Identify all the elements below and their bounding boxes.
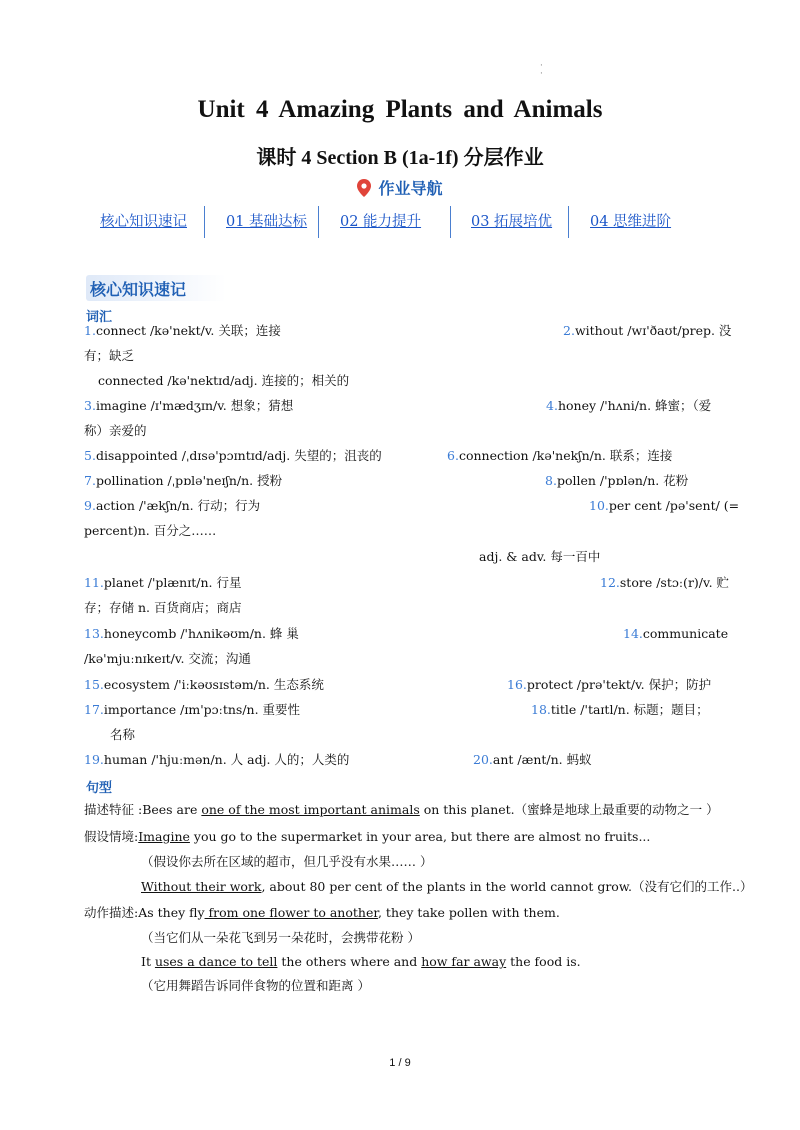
sentence-translation: （它用舞蹈告诉同伴食物的位置和距离 ） xyxy=(141,978,370,993)
location-pin-icon xyxy=(357,179,371,197)
vocab-item-cont: percent)n. 百分之…… xyxy=(84,523,217,538)
vocab-item: 14.communicate xyxy=(623,626,729,641)
sentence-label: 句型 xyxy=(86,781,113,796)
page-subtitle: 课时 4 Section B (1a-1f) 分层作业 xyxy=(256,147,544,169)
homework-nav xyxy=(86,210,706,238)
vocab-item: 6.connection /kə'nekʃn/n. 联系；连接 xyxy=(447,448,673,463)
vocab-item: 17.importance /ɪm'pɔːtns/n. 重要性 xyxy=(84,702,301,717)
nav-heading xyxy=(0,176,800,199)
nav-link-thinking[interactable]: 04 思维进阶 xyxy=(590,214,672,230)
sentence-pattern: Without their work, about 80 per cent of the plants in the world cannot grow.（没有它们的工作..） xyxy=(141,879,753,894)
vocab-item-cont: 名称 xyxy=(110,727,136,742)
nav-link-extension[interactable]: 03 拓展培优 xyxy=(471,214,553,230)
sentence-translation: （假设你去所在区域的超市，但几乎没有水果…… ） xyxy=(141,854,433,869)
sentence-pattern: 动作描述:As they fly from one flower to another, they take pollen with them. xyxy=(84,905,560,920)
page-title: Unit 4 Amazing Plants and Animals xyxy=(197,96,603,123)
nav-link-core-knowledge[interactable]: 核心知识速记 xyxy=(100,214,187,230)
vocab-item: 12.store /stɔː(r)/v. 贮 xyxy=(600,575,730,590)
nav-divider xyxy=(204,206,205,238)
vocab-item-cont: adj. & adv. 每一百中 xyxy=(479,549,601,564)
vocab-item: 4.honey /'hʌni/n. 蜂蜜；（爱 xyxy=(546,398,712,413)
vocab-item: 18.title /'taɪtl/n. 标题；题目； xyxy=(531,702,709,717)
vocab-item: 16.protect /prə'tekt/v. 保护；防护 xyxy=(507,677,712,692)
section-heading xyxy=(86,275,226,301)
section-heading-label: 核心知识速记 xyxy=(90,280,187,299)
nav-divider xyxy=(568,206,569,238)
vocab-item-cont: 存；存储 n. 百货商店；商店 xyxy=(84,600,242,615)
nav-divider xyxy=(318,206,319,238)
page-number: 1 / 9 xyxy=(389,1057,411,1069)
vocab-item: 10.per cent /pə'sent/ (= xyxy=(589,498,740,513)
sentence-translation: （当它们从一朵花飞到另一朵花时，会携带花粉 ） xyxy=(141,930,420,945)
nav-heading-label: 作业导航 xyxy=(378,179,443,198)
vocab-item: 20.ant /ænt/n. 蚂蚁 xyxy=(473,752,592,767)
vocab-item: 8.pollen /'pɒlən/n. 花粉 xyxy=(545,473,689,488)
vocab-item: 11.planet /'plænɪt/n. 行星 xyxy=(84,575,242,590)
nav-link-ability[interactable]: 02 能力提升 xyxy=(340,214,422,230)
vocab-item: 1.connect /kə'nekt/v. 关联；连接 xyxy=(84,323,281,338)
decorative-dots: · · xyxy=(540,61,543,79)
vocab-item: 7.pollination /ˌpɒlə'neɪʃn/n. 授粉 xyxy=(84,473,283,488)
vocab-item: 13.honeycomb /'hʌnikəʊm/n. 蜂 巢 xyxy=(84,626,299,641)
sentence-pattern: 描述特征 :Bees are one of the most important animals on this planet.（蜜蜂是地球上最重要的动物之一 ） xyxy=(84,802,719,817)
vocab-item: 5.disappointed /ˌdɪsə'pɔɪntɪd/adj. 失望的；沮丧的 xyxy=(84,448,382,463)
vocab-item: 15.ecosystem /'iːkəʊsɪstəm/n. 生态系统 xyxy=(84,677,324,692)
vocab-item: 3.imagine /ɪ'mædʒɪn/v. 想象；猜想 xyxy=(84,398,294,413)
nav-link-basic[interactable]: 01 基础达标 xyxy=(226,214,308,230)
vocab-label: 词汇 xyxy=(86,310,113,325)
vocab-item-cont: 称）亲爱的 xyxy=(84,423,147,438)
vocab-item: 19.human /'hjuːmən/n. 人 adj. 人的；人类的 xyxy=(84,752,350,767)
vocab-item: 9.action /'ækʃn/n. 行动；行为 xyxy=(84,498,261,513)
sentence-pattern: It uses a dance to tell the others where and how far away the food is. xyxy=(141,954,581,969)
vocab-item: connected /kə'nektɪd/adj. 连接的；相关的 xyxy=(98,373,350,388)
vocab-item-cont: 有；缺乏 xyxy=(84,348,135,363)
nav-divider xyxy=(450,206,451,238)
vocab-item: 2.without /wɪ'ðaʊt/prep. 没 xyxy=(563,323,732,338)
sentence-pattern: 假设情境:Imagine you go to the supermarket in your area, but there are almost no fruits... xyxy=(84,829,651,844)
vocab-item-cont: /kə'mjuːnɪkeɪt/v. 交流；沟通 xyxy=(84,651,251,666)
